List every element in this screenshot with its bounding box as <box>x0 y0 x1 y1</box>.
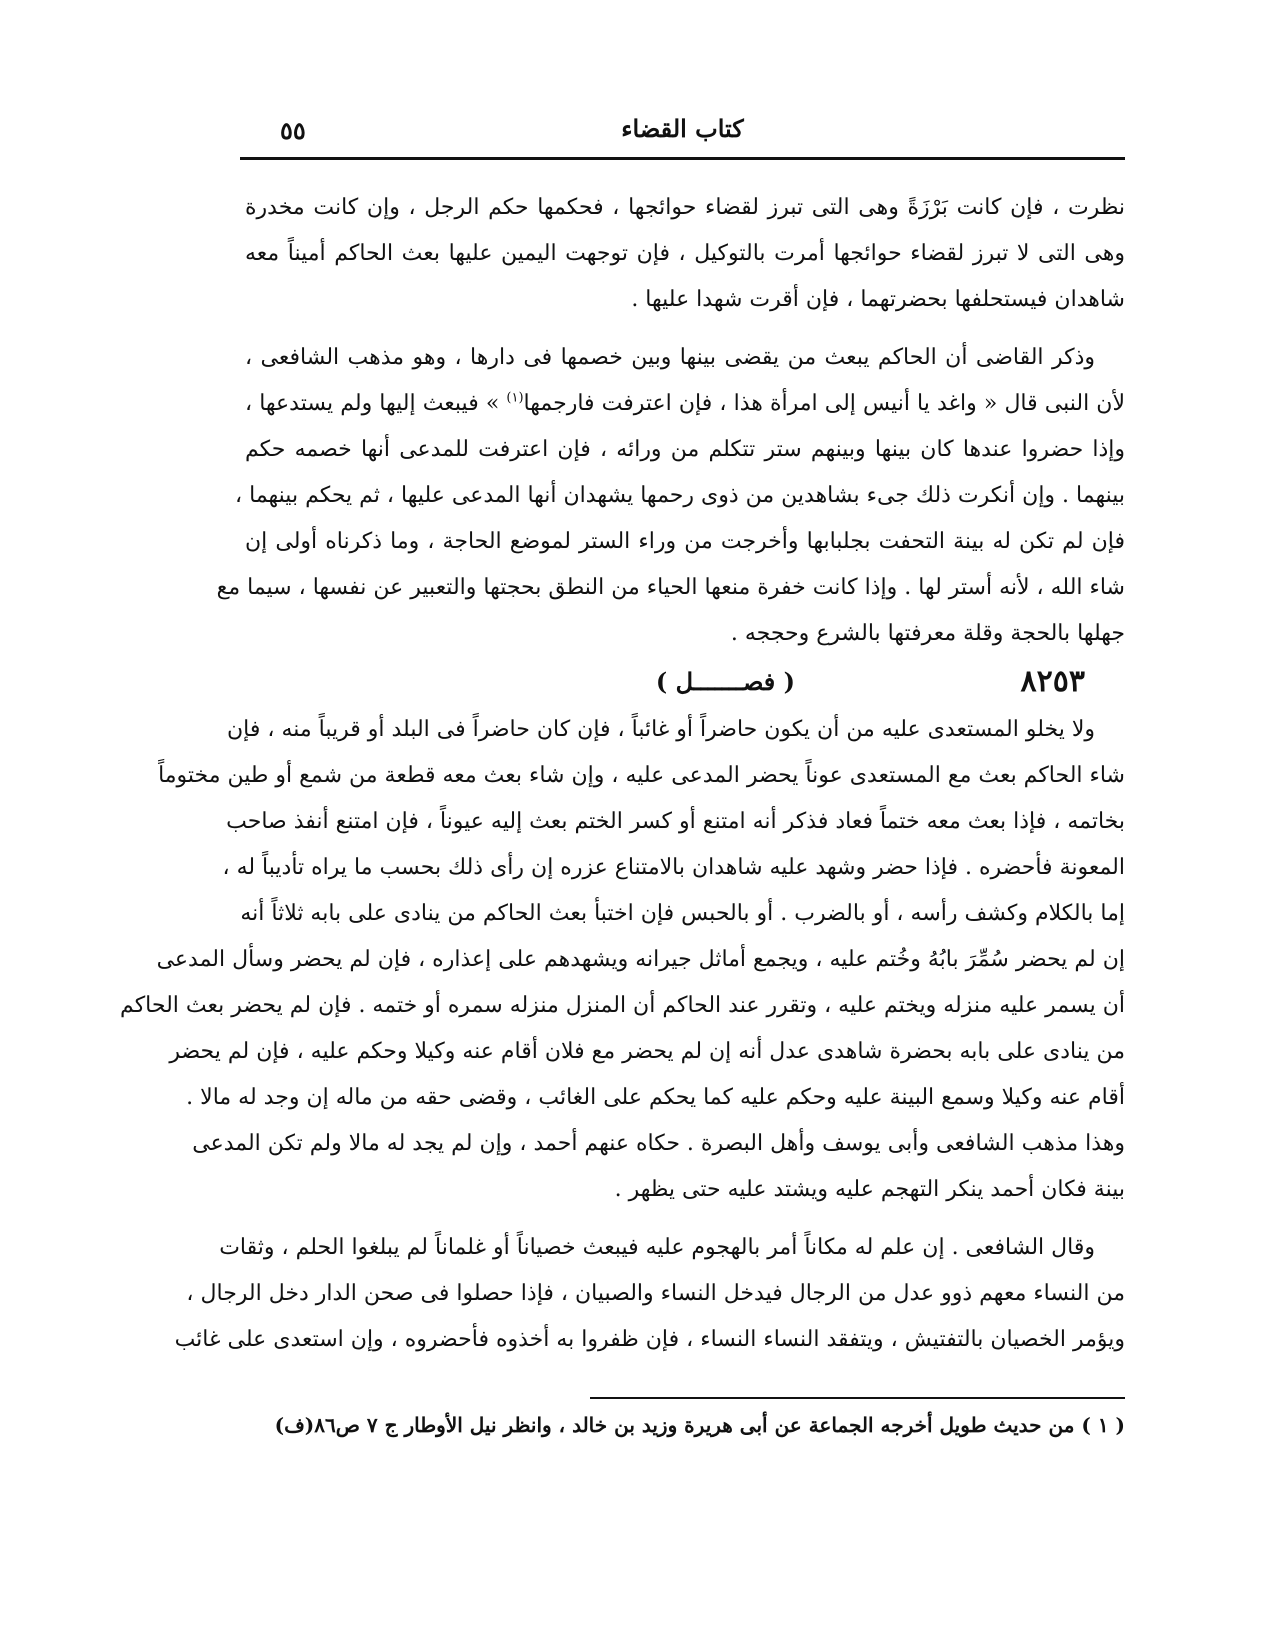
text-line: إن لم يحضر سُمِّرَ بابُهُ وخُتم عليه ، ويجمع أماثل جيرانه ويشهدهم على إعذاره ، فإن لم يحضر وسأل المدعى <box>156 947 1125 972</box>
running-head <box>240 108 1125 150</box>
footnote-rule <box>590 1397 1125 1399</box>
text-line: وذكر القاضى أن الحاكم يبعث من يقضى بينها وبين خصمها فى دارها ، وهو مذهب الشافعى ، <box>245 345 1095 370</box>
text-line: أن يسمر عليه منزله ويختم عليه ، وتقرر عند الحاكم أن المنزل منزله سمره أو ختمه . فإن لم يحضر بعث الحاكم <box>120 993 1125 1018</box>
text-span: لأن النبى قال « واغد يا أنيس إلى امرأة هذا ، فإن اعترفت فارجمها <box>523 391 1125 416</box>
page-number: ٥٥ <box>280 116 306 145</box>
text-line: وإذا حضروا عندها كان بينها وبينهم ستر تتكلم من ورائه ، فإن اعترفت للمدعى أنها خصمه حكم <box>245 437 1125 462</box>
text-line: بخاتمه ، فإذا بعث معه ختماً فعاد فذكر أنه امتنع أو كسر الختم بعث إليه عيوناً ، فإن امتنع أنفذ صاحب <box>226 809 1125 834</box>
body-text <box>120 185 1125 1363</box>
text-line: شاء الحاكم بعث مع المستعدى عوناً يحضر المدعى عليه ، وإن شاء بعث معه قطعة من شمع أو طين مختوماً <box>158 763 1125 788</box>
paragraph-gap <box>245 1213 1125 1225</box>
paragraph <box>120 707 1125 1213</box>
footnote: ( ١ ) من حديث طويل أخرجه الجماعة عن أبى هريرة وزيد بن خالد ، وانظر نيل الأوطار ج ٧ ص٨٦(ف) <box>274 1413 1125 1437</box>
running-title: كتاب القضاء <box>621 114 744 143</box>
text-line: شاء الله ، لأنه أستر لها . وإذا كانت خفرة منعها الحياء من النطق بحجتها والتعبير عن نفسها ، سيما مع <box>216 575 1125 600</box>
text-line: وهى التى لا تبرز لقضاء حوائجها أمرت بالتوكيل ، فإن توجهت اليمين عليها بعث الحاكم أميناً معه <box>245 241 1125 266</box>
text-line: بينهما . وإن أنكرت ذلك جىء بشاهدين من ذوى رحمها يشهدان أنها المدعى عليها ، ثم يحكم بينهما ، <box>235 483 1125 508</box>
text-line: ويؤمر الخصيان بالتفتيش ، ويتفقد النساء النساء ، فإن ظفروا به أخذوه فأحضروه ، وإن استعدى على غائب <box>174 1327 1125 1352</box>
section-number: ٨٢٥٣ <box>1020 664 1085 699</box>
text-span: » فيبعث إليها ولم يستدعها ، <box>245 391 500 416</box>
paragraph <box>174 1225 1125 1363</box>
text-line: جهلها بالحجة وقلة معرفتها بالشرع وحججه . <box>730 621 1125 646</box>
text-line: ولا يخلو المستعدى عليه من أن يكون حاضراً أو غائباً ، فإن كان حاضراً فى البلد أو قريباً منه ، فإن <box>226 717 1095 742</box>
section-header <box>245 657 1125 707</box>
text-line: شاهدان فيستحلفها بحضرتهما ، فإن أقرت شهدا عليها . <box>631 287 1125 312</box>
paragraph-gap <box>245 323 1125 335</box>
text-line: من النساء معهم ذوو عدل من الرجال فيدخل النساء والصبيان ، فإذا حصلوا فى صحن الدار دخل الرجال ، <box>186 1281 1125 1306</box>
text-line: نظرت ، فإن كانت بَرْزَةً وهى التى تبرز لقضاء حوائجها ، فحكمها حكم الرجل ، وإن كانت مخدرة <box>245 195 1125 220</box>
text-line: وقال الشافعى . إن علم له مكاناً أمر بالهجوم عليه فيبعث خصياناً أو غلماناً لم يبلغوا الحلم ، وثقات <box>219 1235 1095 1260</box>
paragraph <box>216 335 1125 657</box>
section-heading: ( فصـــــــل ) <box>655 667 795 696</box>
text-line: فإن لم تكن له بينة التحفت بجلبابها وأخرجت من وراء الستر لموضع الحاجة ، وما ذكرناه أولى إن <box>245 529 1125 554</box>
text-line: إما بالكلام وكشف رأسه ، أو بالضرب . أو بالحبس فإن اختبأ بعث الحاكم من ينادى على بابه ثلاثاً أنه <box>240 901 1125 926</box>
text-line <box>245 381 1125 427</box>
text-line: بينة فكان أحمد ينكر التهجم عليه ويشتد عليه حتى يظهر . <box>614 1177 1125 1202</box>
text-line: المعونة فأحضره . فإذا حضر وشهد عليه شاهدان بالامتناع عزره إن رأى ذلك بحسب ما يراه تأديباً له ، <box>222 855 1125 880</box>
header-rule <box>240 157 1125 160</box>
text-line: من ينادى على بابه بحضرة شاهدى عدل أنه إن لم يحضر مع فلان أقام عنه وكيلا وحكم عليه ، فإن لم يحضر <box>169 1039 1125 1064</box>
paragraph <box>245 185 1125 323</box>
footnote-marker[interactable]: (١) <box>506 390 524 406</box>
text-line: وهذا مذهب الشافعى وأبى يوسف وأهل البصرة . حكاه عنهم أحمد ، وإن لم يجد له مالا ولم تكن المدعى <box>192 1131 1125 1156</box>
text-line: أقام عنه وكيلا وسمع البينة عليه وحكم عليه كما يحكم على الغائب ، وقضى حقه من ماله إن وجد له مالا . <box>186 1085 1125 1110</box>
